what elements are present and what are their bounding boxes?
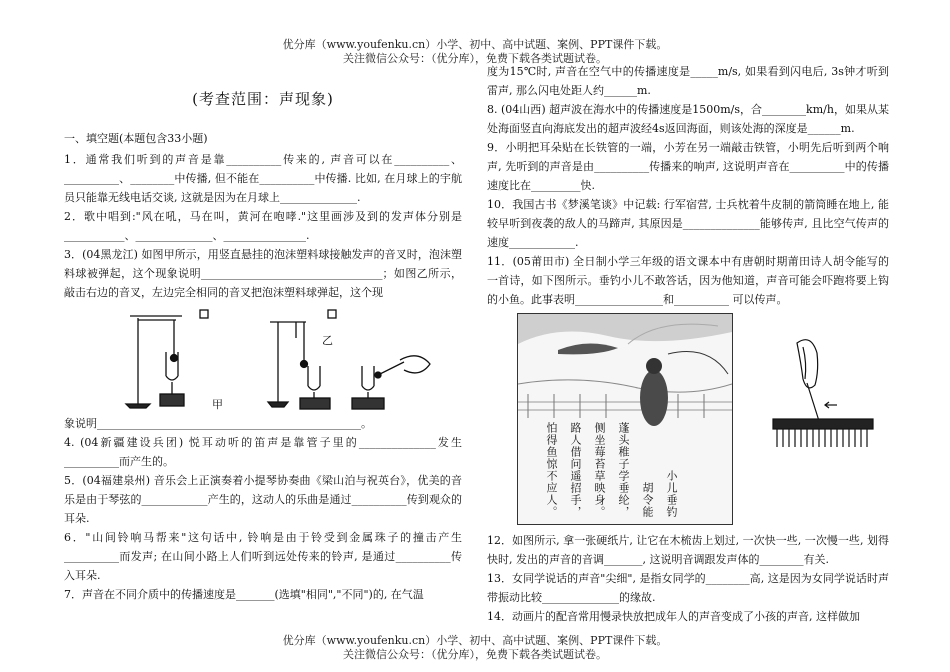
figure-row bbox=[487, 313, 889, 527]
question-13: 13．女同学说话的声音"尖细", 是指女同学的________高, 这是因为女同学说话时声带振动比较______________的缘故. bbox=[487, 572, 889, 604]
question-3-continued: 象说明________________________________________________。 bbox=[64, 417, 372, 430]
header-line-2: 关注微信公众号：（优分库），免费下载各类试题试卷。 bbox=[343, 52, 607, 65]
question-6: 6．"山间铃响马帮来"这句话中, 铃响是由于铃受到金属珠子的撞击产生__________而发声; 在山间小路上人们听到远处传来的铃声, 是通过__________传入耳朵. bbox=[64, 531, 462, 582]
tuning-fork-figure bbox=[64, 304, 462, 414]
footer-line-2: 关注微信公众号：（优分库），免费下载各类试题试卷。 bbox=[343, 648, 607, 661]
header-line-1: 优分库（www.youfenku.cn）小学、初中、高中试题、案例、PPT课件下载。 bbox=[282, 38, 668, 51]
comb-and-card-drawing bbox=[767, 333, 887, 453]
poem-line-3: 路人借问遥招手， bbox=[569, 422, 582, 518]
poem-line-2: 侧坐莓苔草映身。 bbox=[593, 422, 606, 518]
question-9: 9．小明把耳朵贴在长铁管的一端，小芳在另一端敲击铁管，小明先后听到两个响声, 先听到的声音是由__________传播来的响声, 这说明声音在__________中的传播速度比在_________快. bbox=[487, 141, 889, 192]
page-footer bbox=[0, 634, 950, 662]
question-2: 2．歌中唱到:"风在吼，马在叫，黄河在咆哮."这里画涉及到的发声体分别是___________、______________、_______________. bbox=[64, 210, 462, 242]
section-heading: 一、填空题(本题包含33小题) bbox=[64, 132, 208, 145]
question-1: 1．通常我们听到的声音是靠__________传来的, 声音可以在__________、__________、________中传播, 但不能在__________中传播. 比如, 在月球上的宇航员只能靠无线电话交谈, 这就是因为在月球上______________. bbox=[64, 153, 462, 204]
question-12: 12．如图所示, 拿一张硬纸片, 让它在木梳齿上划过, 一次快一些, 一次慢一些, 划得快时, 发出的声音的音调_______, 这说明音调跟发声体的________有关. bbox=[487, 534, 889, 566]
figure-label-jia: 甲 bbox=[212, 398, 223, 411]
question-14: 14．动画片的配音常用慢录快放把成年人的声音变成了小孩的声音, 这样做加 bbox=[487, 610, 860, 623]
question-5: 5．(04福建泉州) 音乐会上正演奏着小提琴协奏曲《梁山泊与祝英台》，优美的音乐是由于琴弦的____________产生的，这动人的乐曲是通过__________传到观众的耳朵. bbox=[64, 474, 462, 525]
question-11: 11．(05莆田市) 全日制小学三年级的语文课本中有唐朝时期莆田诗人胡令能写的一首诗，如下图所示。垂钓小儿不敢答话，因为他知道，声音可能会吓跑将要上钩的小鱼。此事表明________________和__________ 可以传声。 bbox=[487, 255, 889, 306]
page-title: (考查范围：声现象) bbox=[192, 90, 334, 108]
footer-line-1: 优分库（www.youfenku.cn）小学、初中、高中试题、案例、PPT课件下载。 bbox=[282, 634, 668, 647]
figure-label-yi: 乙 bbox=[322, 334, 333, 347]
poem-line-1: 蓬头稚子学垂纶， bbox=[617, 422, 630, 518]
question-7: 7．声音在不同介质中的传播速度是_______(选填"相同","不同")的, 在气温 bbox=[64, 588, 424, 601]
poem-title: 小儿垂钓 bbox=[665, 470, 678, 518]
question-7-continued: 度为15℃时, 声音在空气中的传播速度是_____m/s, 如果看到闪电后, 3s钟才听到雷声, 那么闪电处距人约______m. bbox=[487, 65, 889, 97]
tuning-fork-drawing bbox=[100, 304, 440, 412]
poem-author: 胡令能 bbox=[641, 482, 654, 518]
question-8: 8. (04山西) 超声波在海水中的传播速度是1500m/s，合________km/h，如果从某处海面竖直向海底发出的超声波经4s返回海面，则该处海的深度是______m. bbox=[487, 103, 889, 135]
right-column bbox=[487, 62, 889, 626]
fishing-poem-painting bbox=[517, 313, 733, 525]
poem-line-4: 怕得鱼惊不应人。 bbox=[545, 422, 558, 518]
question-4: 4. (04新疆建设兵团) 悦耳动听的笛声是靠管子里的______________发生__________而产生的。 bbox=[64, 436, 462, 468]
question-10: 10．我国古书《梦溪笔谈》中记载: 行军宿营, 士兵枕着牛皮制的箭筒睡在地上, 能较早听到夜袭的敌人的马蹄声, 其原因是______________能够传声, 且比空气传声的速度____________. bbox=[487, 198, 889, 249]
left-column bbox=[64, 86, 462, 604]
question-3: 3．(04黑龙江) 如图甲所示，用竖直悬挂的泡沫塑料球接触发声的音叉时，泡沫塑料球被弹起，这个现象说明_________________________________；如图乙所示，敲击右边的音叉，左边完全相同的音叉把泡沫塑料球弹起，这个现 bbox=[64, 248, 462, 299]
